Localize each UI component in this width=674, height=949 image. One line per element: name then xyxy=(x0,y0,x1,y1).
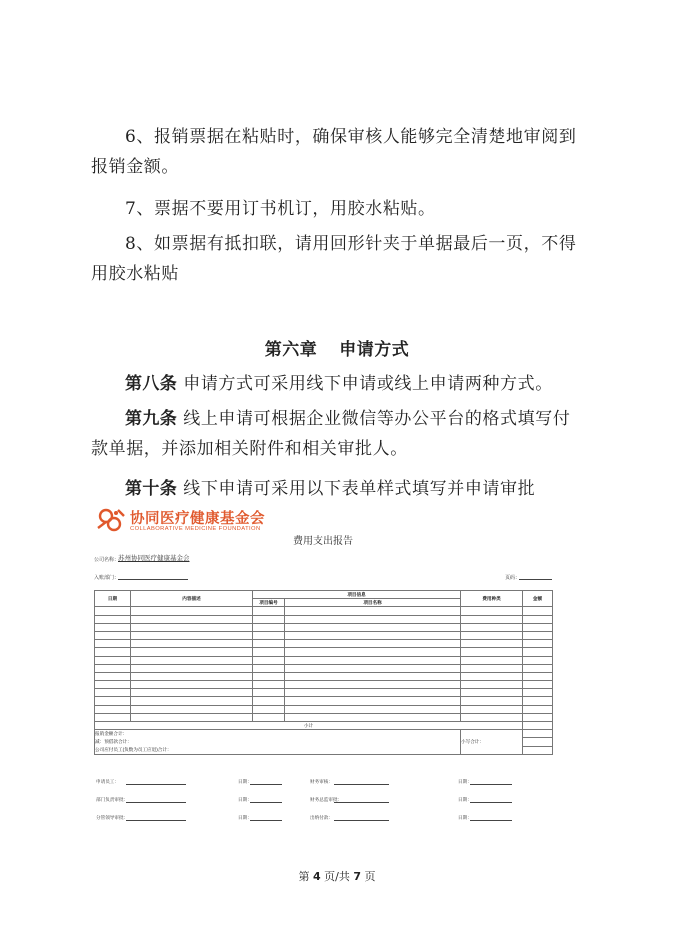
table-cell[interactable] xyxy=(253,623,285,631)
finance-director-label: 财务总监审批： xyxy=(310,797,343,802)
table-cell[interactable] xyxy=(285,705,461,713)
dept-head-line[interactable] xyxy=(126,802,186,803)
paragraph-7-text: 7、票据不要用订书机订，用胶水粘贴。 xyxy=(125,199,436,219)
table-row xyxy=(95,705,553,713)
table-cell[interactable] xyxy=(131,648,253,656)
table-cell[interactable] xyxy=(461,623,523,631)
table-cell[interactable] xyxy=(461,631,523,639)
table-cell[interactable] xyxy=(253,689,285,697)
table-cell[interactable] xyxy=(285,648,461,656)
table-cell[interactable] xyxy=(131,623,253,631)
footer-total-pages: 7 xyxy=(353,870,362,883)
finance-head-date-line[interactable] xyxy=(250,820,282,821)
finance-director-line[interactable] xyxy=(334,802,389,803)
finance-director-date-line[interactable] xyxy=(470,802,512,803)
table-cell[interactable] xyxy=(285,640,461,648)
paragraph-6-text: 6、报销票据在粘贴时，确保审核人能够完全清楚地审阅到报销金额。 xyxy=(91,127,577,177)
footer-mid: 页/共 xyxy=(324,870,350,883)
table-cell[interactable] xyxy=(285,713,461,721)
table-cell[interactable] xyxy=(95,607,131,615)
company-value: 苏州协同医疗健康基金会 xyxy=(118,555,190,562)
article-8-label: 第八条 xyxy=(125,374,178,394)
table-cell[interactable] xyxy=(285,689,461,697)
dept-head-date-line[interactable] xyxy=(250,802,282,803)
company-pays-amount[interactable] xyxy=(523,746,553,754)
table-row xyxy=(95,640,553,648)
less-advance-label: 减：预借款合计： xyxy=(95,738,461,746)
applicant-line[interactable] xyxy=(126,784,186,785)
table-cell[interactable] xyxy=(461,648,523,656)
table-cell[interactable] xyxy=(95,697,131,705)
table-cell[interactable] xyxy=(95,705,131,713)
table-cell[interactable] xyxy=(523,681,553,689)
finance-director-date-label: 日期： xyxy=(458,797,472,802)
page-label: 页码： xyxy=(505,575,521,581)
table-cell[interactable] xyxy=(523,672,553,680)
cashier-date-label: 日期： xyxy=(458,815,472,820)
table-cell[interactable] xyxy=(461,681,523,689)
applicant-label: 申请员工： xyxy=(96,779,119,784)
article-9 xyxy=(91,404,583,464)
table-row xyxy=(95,672,553,680)
footer-page-number: 4 xyxy=(312,870,321,883)
table-cell[interactable] xyxy=(523,623,553,631)
table-cell[interactable] xyxy=(523,615,553,623)
table-cell[interactable] xyxy=(253,631,285,639)
company-label: 公司名称： xyxy=(94,557,120,563)
table-cell[interactable] xyxy=(95,656,131,664)
finance-head-line[interactable] xyxy=(126,820,186,821)
table-cell[interactable] xyxy=(461,607,523,615)
table-cell[interactable] xyxy=(131,705,253,713)
table-cell[interactable] xyxy=(285,664,461,672)
finance-check-date-label: 日期： xyxy=(458,779,472,784)
cashier-line[interactable] xyxy=(334,820,389,821)
article-10 xyxy=(91,474,583,504)
table-cell[interactable] xyxy=(285,623,461,631)
table-cell[interactable] xyxy=(131,697,253,705)
table-cell[interactable] xyxy=(523,713,553,721)
applicant-date-label: 日期： xyxy=(238,779,252,784)
article-8-text: 申请方式可采用线下申请或线上申请两种方式。 xyxy=(183,374,553,394)
table-cell[interactable] xyxy=(131,713,253,721)
header-project-info: 项目信息 xyxy=(253,591,461,599)
dept-head-date-label: 日期： xyxy=(238,797,252,802)
total-reimb-label: 报销金额合计： xyxy=(95,730,461,738)
table-cell[interactable] xyxy=(253,697,285,705)
table-cell[interactable] xyxy=(131,681,253,689)
table-row xyxy=(95,713,553,721)
table-cell[interactable] xyxy=(131,607,253,615)
finance-head-date-label: 日期： xyxy=(238,815,252,820)
table-header-row xyxy=(95,591,553,599)
article-10-label: 第十条 xyxy=(125,479,178,499)
table-row xyxy=(95,615,553,623)
table-cell[interactable] xyxy=(253,615,285,623)
subtotal-label: 小计 xyxy=(95,722,523,730)
chapter-number: 第六章 xyxy=(264,340,318,360)
table-cell[interactable] xyxy=(253,681,285,689)
table-cell[interactable] xyxy=(131,631,253,639)
table-row xyxy=(95,697,553,705)
page-field-line[interactable] xyxy=(519,579,552,580)
table-cell[interactable] xyxy=(95,623,131,631)
table-row xyxy=(95,631,553,639)
chapter-title: 申请方式 xyxy=(339,340,410,360)
table-cell[interactable] xyxy=(253,607,285,615)
table-cell[interactable] xyxy=(131,689,253,697)
table-cell[interactable] xyxy=(95,664,131,672)
table-cell[interactable] xyxy=(131,672,253,680)
less-advance-amount[interactable] xyxy=(523,738,553,746)
table-cell[interactable] xyxy=(285,615,461,623)
table-cell[interactable] xyxy=(523,607,553,615)
table-cell[interactable] xyxy=(95,640,131,648)
table-cell[interactable] xyxy=(131,640,253,648)
table-cell[interactable] xyxy=(523,705,553,713)
table-cell[interactable] xyxy=(461,615,523,623)
table-cell[interactable] xyxy=(95,648,131,656)
dept-field-line[interactable] xyxy=(118,579,188,580)
table-cell[interactable] xyxy=(253,705,285,713)
header-project-no: 项目编号 xyxy=(253,599,285,607)
table-cell[interactable] xyxy=(95,631,131,639)
header-amount: 金额 xyxy=(523,591,553,607)
table-cell[interactable] xyxy=(461,705,523,713)
header-content: 内容描述 xyxy=(131,591,253,607)
page-footer xyxy=(0,868,674,884)
table-cell[interactable] xyxy=(461,664,523,672)
table-cell[interactable] xyxy=(253,672,285,680)
total-reimb-row xyxy=(95,730,553,738)
table-cell[interactable] xyxy=(461,713,523,721)
table-row xyxy=(95,648,553,656)
header-date: 日期 xyxy=(95,591,131,607)
table-cell[interactable] xyxy=(285,672,461,680)
table-cell[interactable] xyxy=(523,656,553,664)
table-cell[interactable] xyxy=(461,697,523,705)
table-cell[interactable] xyxy=(523,640,553,648)
table-row xyxy=(95,623,553,631)
table-cell[interactable] xyxy=(253,713,285,721)
logo-name-cn: 协同医疗健康基金会 xyxy=(130,511,265,527)
table-cell[interactable] xyxy=(523,648,553,656)
table-cell[interactable] xyxy=(461,672,523,680)
table-cell[interactable] xyxy=(95,672,131,680)
applicant-date-line[interactable] xyxy=(250,784,282,785)
table-cell[interactable] xyxy=(253,640,285,648)
subtotal-row xyxy=(95,722,553,730)
table-cell[interactable] xyxy=(131,664,253,672)
table-row xyxy=(95,664,553,672)
table-cell[interactable] xyxy=(131,615,253,623)
table-cell[interactable] xyxy=(461,640,523,648)
table-cell[interactable] xyxy=(523,689,553,697)
chapter-heading xyxy=(0,335,674,360)
table-cell[interactable] xyxy=(95,689,131,697)
table-cell[interactable] xyxy=(95,615,131,623)
table-cell[interactable] xyxy=(461,689,523,697)
company-pays-label: 公司应付员工(负数为员工应退)合计： xyxy=(95,746,461,754)
table-cell[interactable] xyxy=(523,631,553,639)
paragraph-8 xyxy=(91,229,583,289)
subtotal-amount[interactable] xyxy=(523,722,553,730)
paragraph-8-text: 8、如票据有抵扣联，请用回形针夹于单据最后一页，不得用胶水粘贴 xyxy=(91,234,577,284)
table-row xyxy=(95,656,553,664)
table-row xyxy=(95,689,553,697)
table-cell[interactable] xyxy=(285,656,461,664)
table-row xyxy=(95,681,553,689)
logo-name-en: COLLABORATIVE MEDICINE FOUNDATION xyxy=(130,526,261,532)
cashier-label: 出纳付款： xyxy=(310,815,333,820)
footer-suffix: 页 xyxy=(364,870,376,883)
paragraph-7 xyxy=(91,194,583,224)
article-9-text: 线上申请可根据企业微信等办公平台的格式填写付款单据，并添加相关附件和相关审批人。 xyxy=(91,409,571,459)
finance-check-date-line[interactable] xyxy=(470,784,512,785)
article-8 xyxy=(91,369,583,399)
table-cell[interactable] xyxy=(285,697,461,705)
finance-check-line[interactable] xyxy=(334,784,389,785)
table-cell[interactable] xyxy=(253,664,285,672)
paragraph-6 xyxy=(91,122,583,182)
article-9-label: 第九条 xyxy=(125,409,178,429)
finance-check-label: 财务审核： xyxy=(310,779,333,784)
cashier-date-line[interactable] xyxy=(470,820,512,821)
dept-label: 入账部门： xyxy=(94,575,120,581)
table-row xyxy=(95,607,553,615)
table-cell[interactable] xyxy=(253,648,285,656)
dept-head-label: 部门负责审批： xyxy=(96,797,129,802)
table-cell[interactable] xyxy=(523,697,553,705)
footer-prefix: 第 xyxy=(298,870,310,883)
table-cell[interactable] xyxy=(285,631,461,639)
header-project-name: 项目名称 xyxy=(285,599,461,607)
table-cell[interactable] xyxy=(523,664,553,672)
table-cell[interactable] xyxy=(95,713,131,721)
table-cell[interactable] xyxy=(285,681,461,689)
expense-report-form xyxy=(90,504,556,824)
table-cell[interactable] xyxy=(285,607,461,615)
capital-total-label: 小写合计： xyxy=(461,730,523,755)
table-cell[interactable] xyxy=(95,681,131,689)
table-cell[interactable] xyxy=(131,656,253,664)
article-10-text: 线下申请可采用以下表单样式填写并申请审批 xyxy=(183,479,536,499)
expense-table xyxy=(94,590,553,755)
finance-head-label: 分管领导审批： xyxy=(96,815,129,820)
table-cell[interactable] xyxy=(253,656,285,664)
form-title: 费用支出报告 xyxy=(293,536,353,547)
header-expense-type: 费用种类 xyxy=(461,591,523,607)
table-cell[interactable] xyxy=(461,656,523,664)
total-reimb-amount[interactable] xyxy=(523,730,553,738)
